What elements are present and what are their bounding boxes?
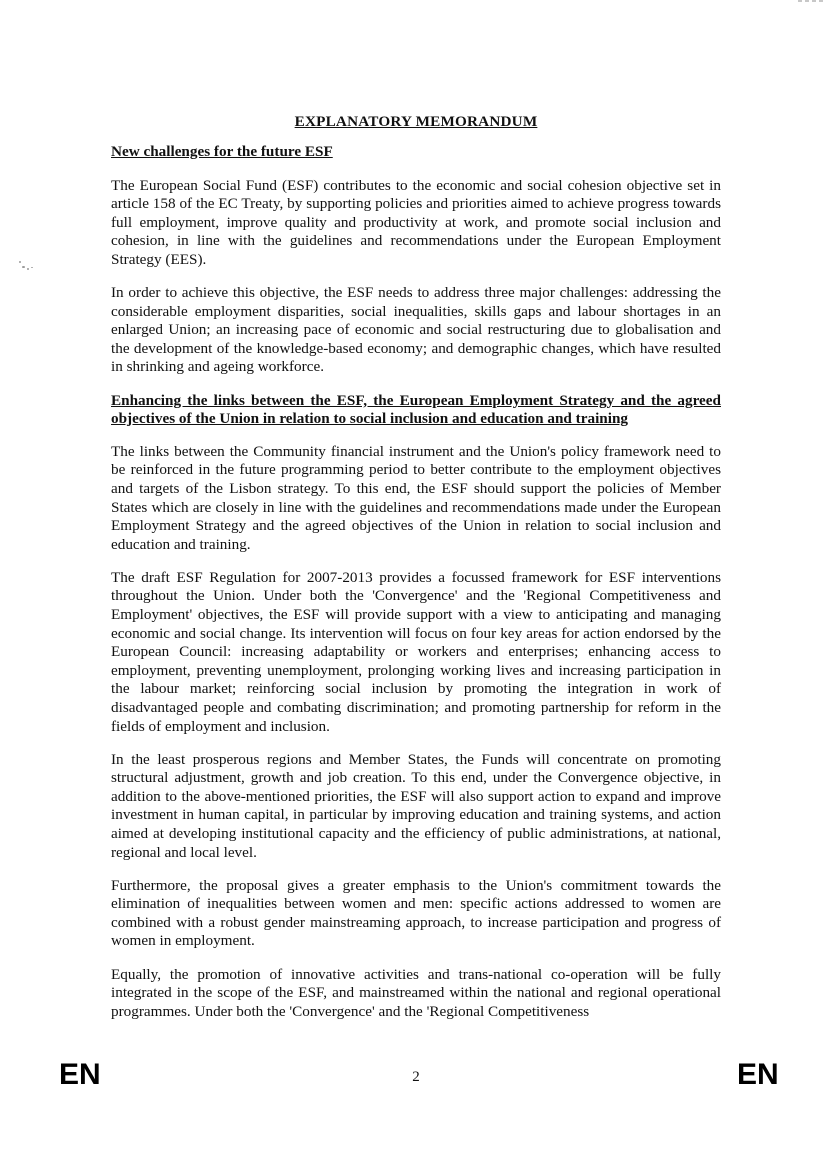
paragraph: Furthermore, the proposal gives a greater emphasis to the Union's commitment towards the elimination of inequalities between women and men: specific actions addressed to women are combined with a robust gender mainstreaming approach, to increase participation and progress of women in employment.	[111, 876, 721, 950]
document-title: EXPLANATORY MEMORANDUM	[294, 113, 538, 130]
paragraph: The draft ESF Regulation for 2007-2013 provides a focussed framework for ESF interventions throughout the Union. Under both the 'Convergence' and the 'Regional Competitiveness and Employment' objectives, the ESF will provide support with a view to anticipating and managing economic and social change. Its intervention will focus on four key areas for action endorsed by the European Council: increasing adaptability or workers and enterprises; enhancing access to employment, preventing unemployment, prolonging working lives and increasing participation in the labour market; reinforcing social inclusion by promoting the integration in work of disadvantaged people and combating discrimination; and promoting partnership for reform in the fields of employment and inclusion.	[111, 568, 721, 735]
paragraph: In the least prosperous regions and Member States, the Funds will concentrate on promoting structural adjustment, growth and job creation. To this end, under the Convergence objective, in addition to the above-mentioned priorities, the ESF will also support action to expand and improve investment in human capital, in particular by improving education and training systems, and action aimed at developing institutional capacity and the efficiency of public administrations, at national, regional and local level.	[111, 750, 721, 861]
paragraph: Equally, the promotion of innovative activities and trans-national co-operation will be fully integrated in the scope of the ESF, and mainstreamed within the national and regional operational programmes. Under both the 'Convergence' and the 'Regional Competitiveness	[111, 965, 721, 1020]
section-heading-new-challenges: New challenges for the future ESF	[111, 143, 333, 160]
footer-language-left: EN	[59, 1058, 101, 1091]
document-body	[111, 112, 721, 1036]
paragraph: The European Social Fund (ESF) contributes to the economic and social cohesion objective set in article 158 of the EC Treaty, by supporting policies and priorities aimed to achieve progress towards full employment, improve quality and productivity at work, and promote social inclusion and cohesion, in line with the guidelines and recommendations under the European Employment Strategy (EES).	[111, 176, 721, 268]
paragraph: The links between the Community financial instrument and the Union's policy framework need to be reinforced in the future programming period to better contribute to the employment objectives and targets of the Lisbon strategy. To this end, the ESF should support the policies of Member States which are closely in line with the guidelines and recommendations made under the European Employment Strategy and the agreed objectives of the Union in relation to social inclusion and education and training.	[111, 442, 721, 553]
scan-artifact	[798, 0, 824, 4]
page-number: 2	[412, 1069, 420, 1085]
paragraph: In order to achieve this objective, the ESF needs to address three major challenges: addressing the considerable employment disparities, social inequalities, skills gaps and labour shortages in an enlarged Union; an increasing pace of economic and social restructuring due to globalisation and the development of the knowledge-based economy; and demographic changes, which have resulted in shrinking and ageing workforce.	[111, 284, 721, 376]
footer-language-right: EN	[737, 1058, 779, 1091]
section-heading-enhancing-links: Enhancing the links between the ESF, the European Employment Strategy and the agreed objectives of the Union in relation to social inclusion and education and training	[111, 391, 721, 428]
scan-speck	[17, 258, 35, 272]
